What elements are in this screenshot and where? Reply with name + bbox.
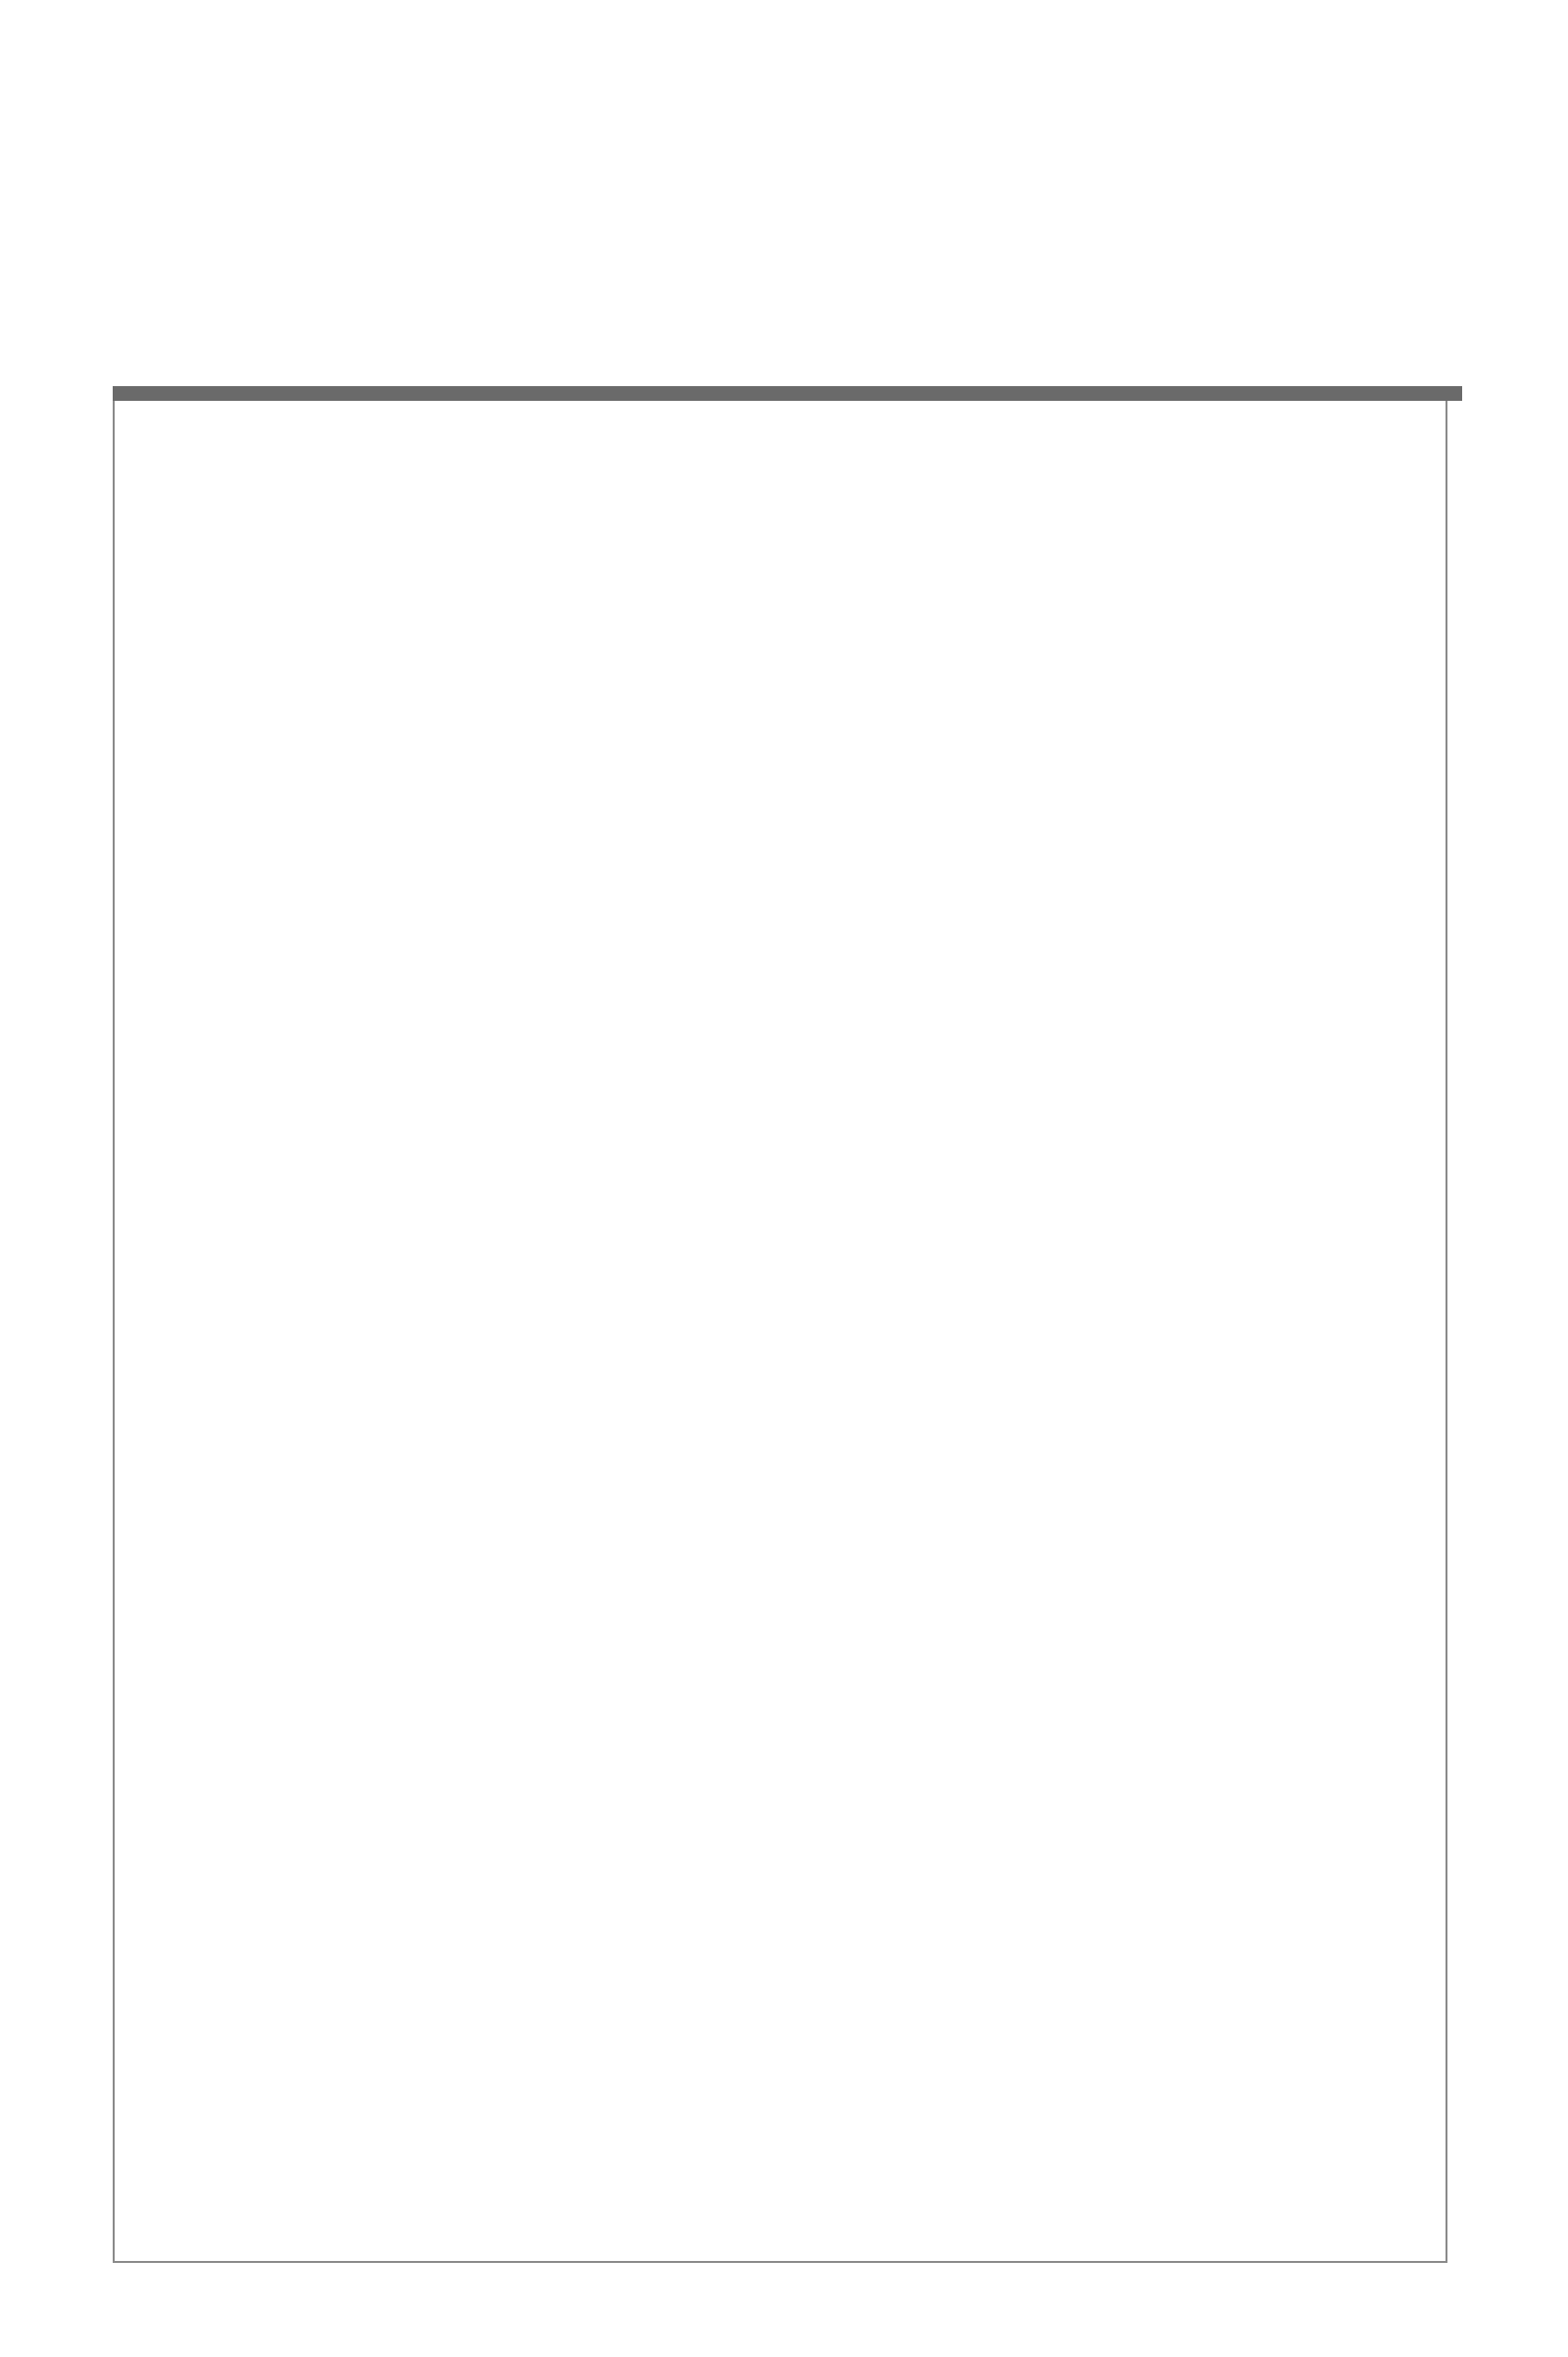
calendar-grid xyxy=(113,401,1447,2263)
header-divider-bar xyxy=(113,386,1462,401)
